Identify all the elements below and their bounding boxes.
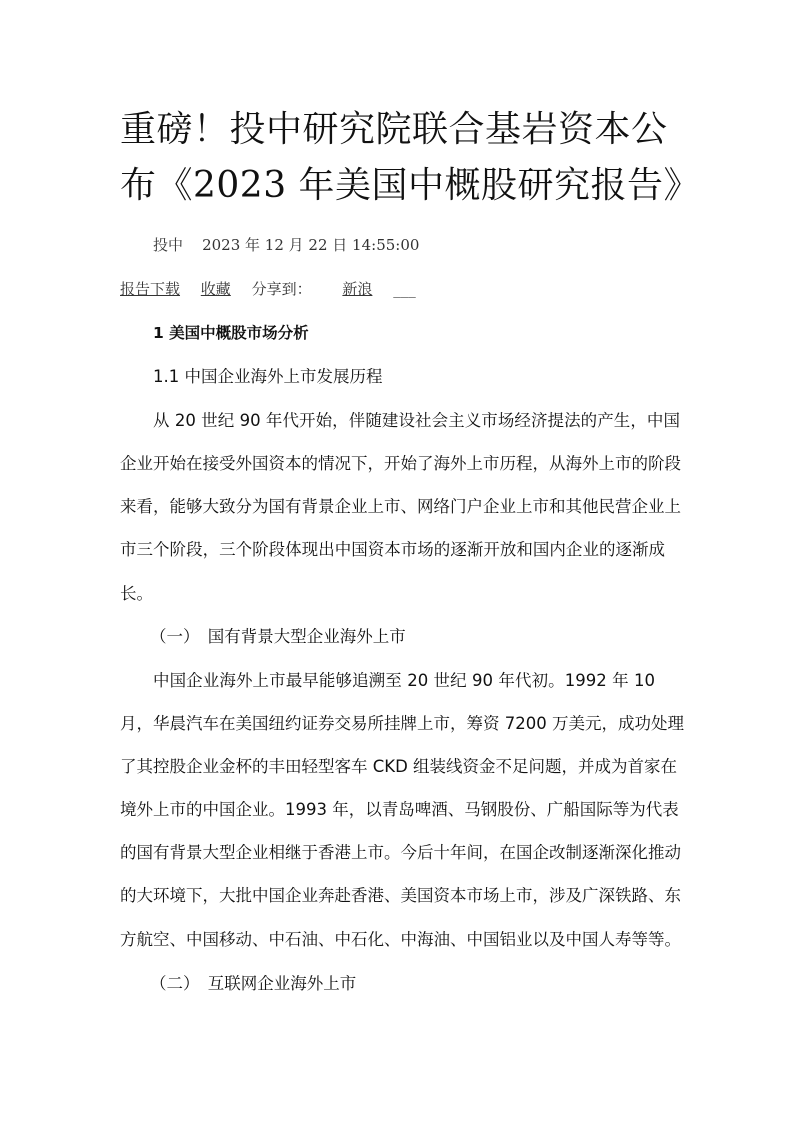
paragraph-line: 的国有背景大型企业相继于香港上市。今后十年间，在国企改制逐渐深化推动 — [120, 843, 681, 862]
paragraph-line: 了其控股企业金杯的丰田轻型客车 CKD 组装线资金不足问题，并成为首家在 — [120, 757, 678, 776]
title-line: 重磅！投中研究院联合基岩资本公 — [120, 109, 668, 150]
subsection-heading: 1.1 中国企业海外上市发展历程 — [153, 367, 383, 386]
article-meta — [120, 233, 680, 257]
title-line: 布《2023 年美国中概股研究报告》 — [120, 165, 701, 206]
paragraph-line: 从 20 世纪 90 年代开始，伴随建设社会主义市场经济提法的产生，中国 — [153, 411, 680, 430]
subheading-state-owned: （一） 国有背景大型企业海外上市 — [150, 627, 406, 646]
share-label: 分享到： — [251, 280, 312, 298]
subheading-internet: （二） 互联网企业海外上市 — [150, 974, 357, 993]
article-title — [120, 102, 701, 214]
paragraph-line: 中国企业海外上市最早能够追溯至 20 世纪 90 年代初。1992 年 10 — [153, 671, 655, 690]
paragraph-line: 企业开始在接受外国资本的情况下，开始了海外上市历程，从海外上市的阶段 — [120, 454, 681, 473]
paragraph-line: 长。 — [120, 584, 153, 603]
section-heading: 1 美国中概股市场分析 — [153, 324, 309, 342]
action-bar — [120, 277, 680, 301]
source: 投中 — [153, 236, 184, 254]
share-sina-link[interactable]: 新浪 — [342, 280, 373, 298]
publish-datetime: 2023 年 12 月 22 日 14:55:00 — [202, 236, 420, 254]
paragraph-line: 月，华晨汽车在美国纽约证券交易所挂牌上市，筹资 7200 万美元，成功处理 — [120, 714, 684, 733]
share-other-link[interactable]: ___ — [393, 280, 416, 298]
paragraph-line: 方航空、中国移动、中石油、中石化、中海油、中国铝业以及中国人寿等等。 — [120, 930, 681, 949]
paragraph-line: 境外上市的中国企业。1993 年，以青岛啤酒、马钢股份、广船国际等为代表 — [120, 800, 679, 819]
favorite-link[interactable]: 收藏 — [200, 280, 231, 298]
paragraph-line: 来看，能够大致分为国有背景企业上市、网络门户企业上市和其他民营企业上 — [120, 497, 681, 516]
report-download-link[interactable]: 报告下载 — [120, 280, 181, 298]
paragraph-line: 市三个阶段，三个阶段体现出中国资本市场的逐渐开放和国内企业的逐渐成 — [120, 540, 665, 559]
paragraph-line: 的大环境下，大批中国企业奔赴香港、美国资本市场上市，涉及广深铁路、东 — [120, 886, 681, 905]
